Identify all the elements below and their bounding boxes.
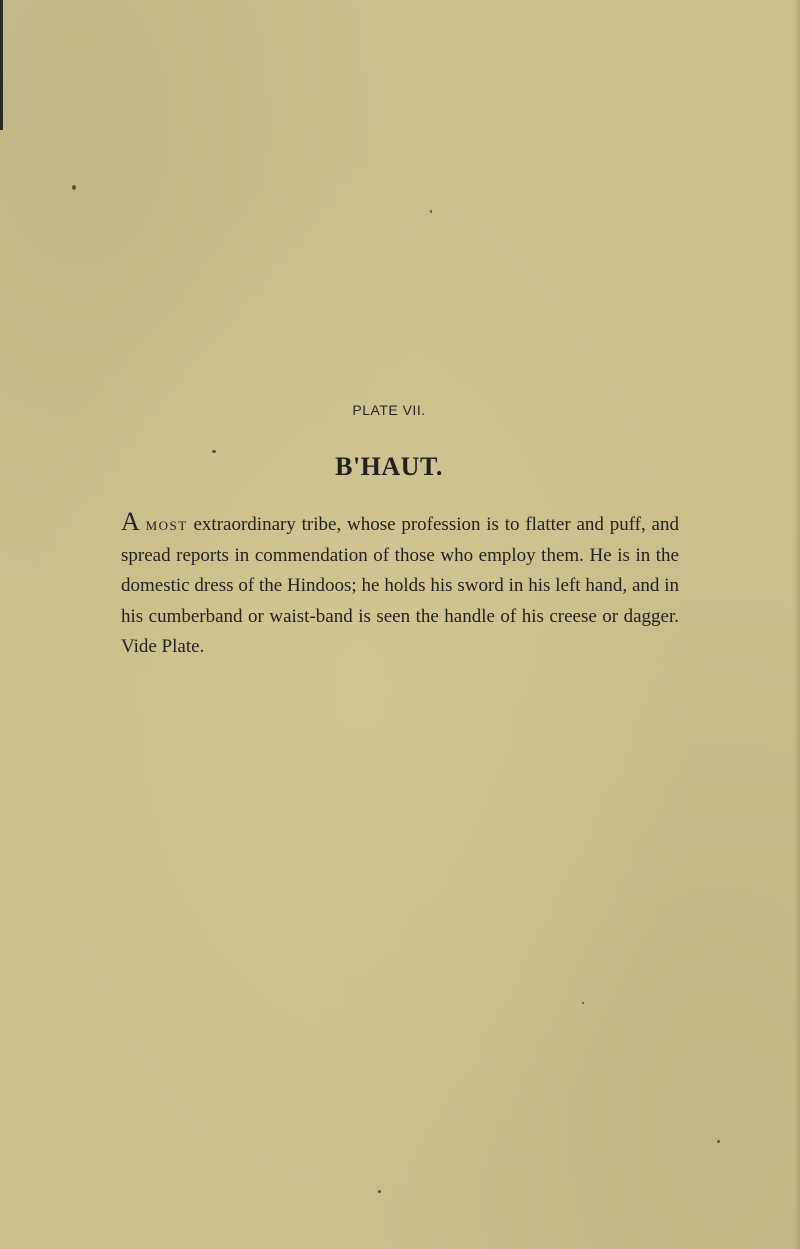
description-paragraph: [121, 509, 679, 663]
paper-speck: [72, 185, 76, 190]
page-right-edge: [794, 0, 800, 1249]
paragraph-lead-word: most: [145, 514, 188, 535]
page-edge-shadow: [0, 0, 3, 130]
page-title: B'HAUT.: [335, 452, 443, 481]
plate-label: PLATE VII.: [352, 402, 426, 418]
paragraph-text: extraordinary tribe, whose profession is to flatter and puff, and spread reports in commendation of those who employ them. He is in the domestic dress of the Hindoos; he holds his sword in his left hand, and in his cumberband or waist-band is seen the handle of his creese or dagger. Vide Plate.: [121, 514, 679, 657]
paper-speck: [378, 1190, 381, 1193]
paper-speck: [582, 1002, 584, 1004]
paper-speck: [430, 210, 432, 213]
paper-speck: [717, 1140, 720, 1143]
paragraph-initial: A: [121, 507, 140, 536]
